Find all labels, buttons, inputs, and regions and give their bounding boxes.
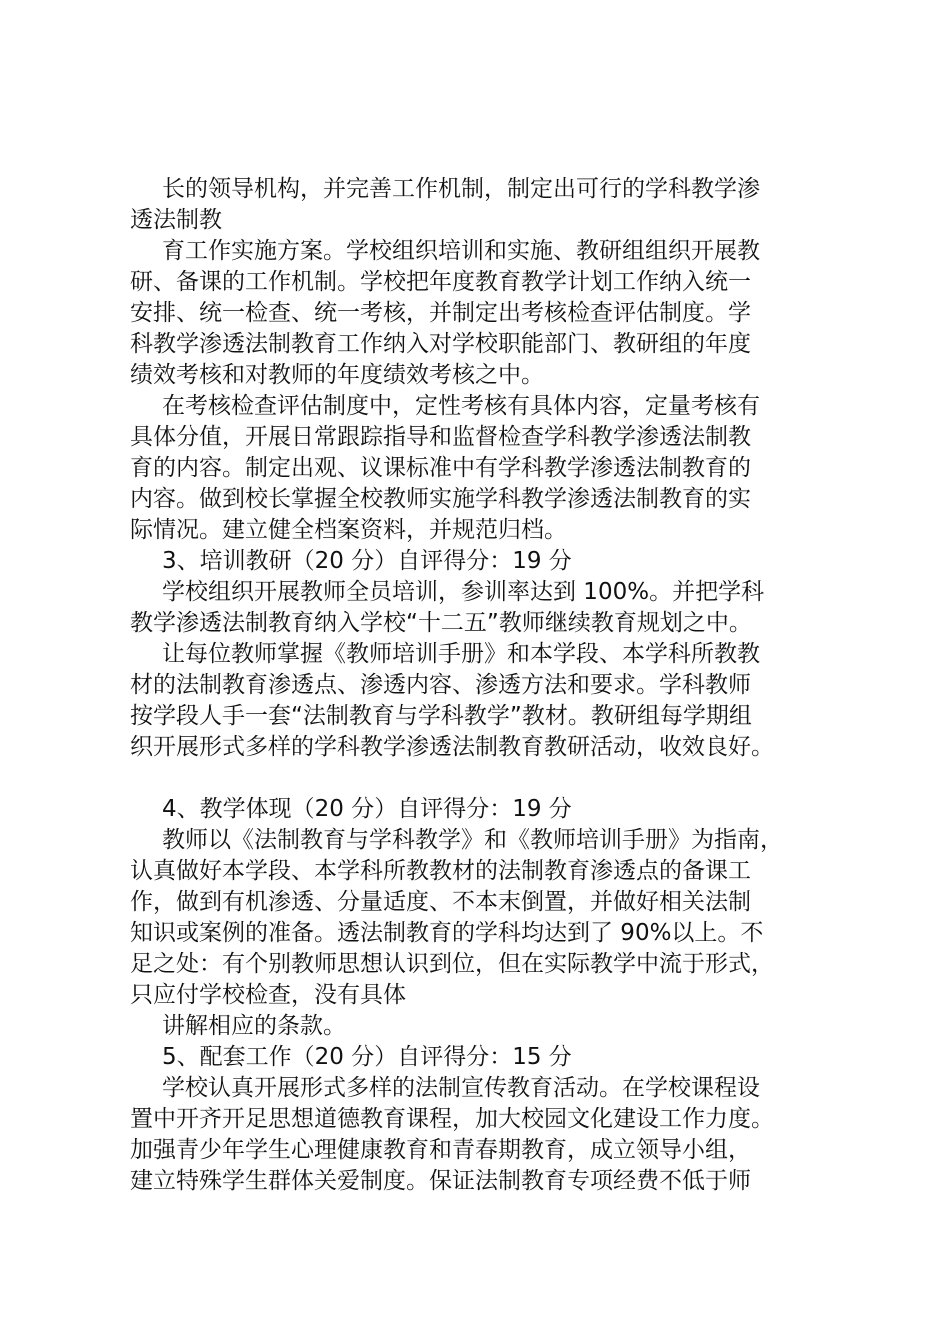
paragraph-line: 置中开齐开足思想道德教育课程，加大校园文化建设工作力度。 xyxy=(130,1106,774,1132)
paragraph-line: 育的内容。制定出观、议课标准中有学科教学渗透法制教育的 xyxy=(130,455,751,481)
paragraph-line: 安排、统一检查、统一考核，并制定出考核检查评估制度。学 xyxy=(130,300,751,326)
paragraph-line: 材的法制教育渗透点、渗透内容、渗透方法和要求。学科教师 xyxy=(130,672,751,698)
blank-line xyxy=(130,763,842,794)
paragraph-line: 讲解相应的条款。 xyxy=(162,1013,346,1039)
paragraph-line: 育工作实施方案。学校组织培训和实施、教研组组织开展教 xyxy=(162,238,760,264)
paragraph-line: 只应付学校检查，没有具体 xyxy=(130,982,406,1008)
paragraph-line: 内容。做到校长掌握全校教师实施学科教学渗透法制教育的实 xyxy=(130,486,751,512)
paragraph-line: 在考核检查评估制度中，定性考核有具体内容，定量考核有 xyxy=(162,393,760,419)
paragraph-line: 绩效考核和对教师的年度绩效考核之中。 xyxy=(130,362,544,388)
paragraph-line: 学校认真开展形式多样的法制宣传教育活动。在学校课程设 xyxy=(162,1075,760,1101)
paragraph-line: 让每位教师掌握《教师培训手册》和本学段、本学科所教教 xyxy=(162,641,760,667)
paragraph-line: 知识或案例的准备。透法制教育的学科均达到了 90%以上。不 xyxy=(130,920,764,946)
section-heading: 4、教学体现（20 分）自评得分：19 分 xyxy=(162,796,572,822)
paragraph-line: 际情况。建立健全档案资料，并规范归档。 xyxy=(130,517,567,543)
paragraph-line: 教学渗透法制教育纳入学校“十二五”教师继续教育规划之中。 xyxy=(130,610,752,636)
paragraph-line: 学校组织开展教师全员培训，参训率达到 100%。并把学科 xyxy=(162,579,765,605)
paragraph-line: 认真做好本学段、本学科所教教材的法制教育渗透点的备课工 xyxy=(130,858,751,884)
paragraph-line: 具体分值，开展日常跟踪指导和监督检查学科教学渗透法制教 xyxy=(130,424,751,450)
paragraph-line: 透法制教 xyxy=(130,207,222,233)
paragraph-line: 研、备课的工作机制。学校把年度教育教学计划工作纳入统一 xyxy=(130,269,751,295)
paragraph-line: 织开展形式多样的学科教学渗透法制教育教研活动，收效良好。 xyxy=(130,734,774,760)
section-heading: 5、配套工作（20 分）自评得分：15 分 xyxy=(162,1044,572,1070)
paragraph-line: 加强青少年学生心理健康教育和青春期教育，成立领导小组， xyxy=(130,1137,751,1163)
document-body xyxy=(130,174,842,1197)
paragraph-line: 长的领导机构，并完善工作机制，制定出可行的学科教学渗 xyxy=(162,176,760,202)
paragraph-line: 建立特殊学生群体关爱制度。保证法制教育专项经费不低于师 xyxy=(130,1168,751,1194)
paragraph-line: 教师以《法制教育与学科教学》和《教师培训手册》为指南， xyxy=(162,827,783,853)
section-heading: 3、培训教研（20 分）自评得分：19 分 xyxy=(162,548,572,574)
paragraph-line: 作，做到有机渗透、分量适度、不本末倒置，并做好相关法制 xyxy=(130,889,751,915)
paragraph-line: 足之处：有个别教师思想认识到位，但在实际教学中流于形式， xyxy=(130,951,774,977)
paragraph-line: 按学段人手一套“法制教育与学科教学”教材。教研组每学期组 xyxy=(130,703,752,729)
paragraph-line: 科教学渗透法制教育工作纳入对学校职能部门、教研组的年度 xyxy=(130,331,751,357)
